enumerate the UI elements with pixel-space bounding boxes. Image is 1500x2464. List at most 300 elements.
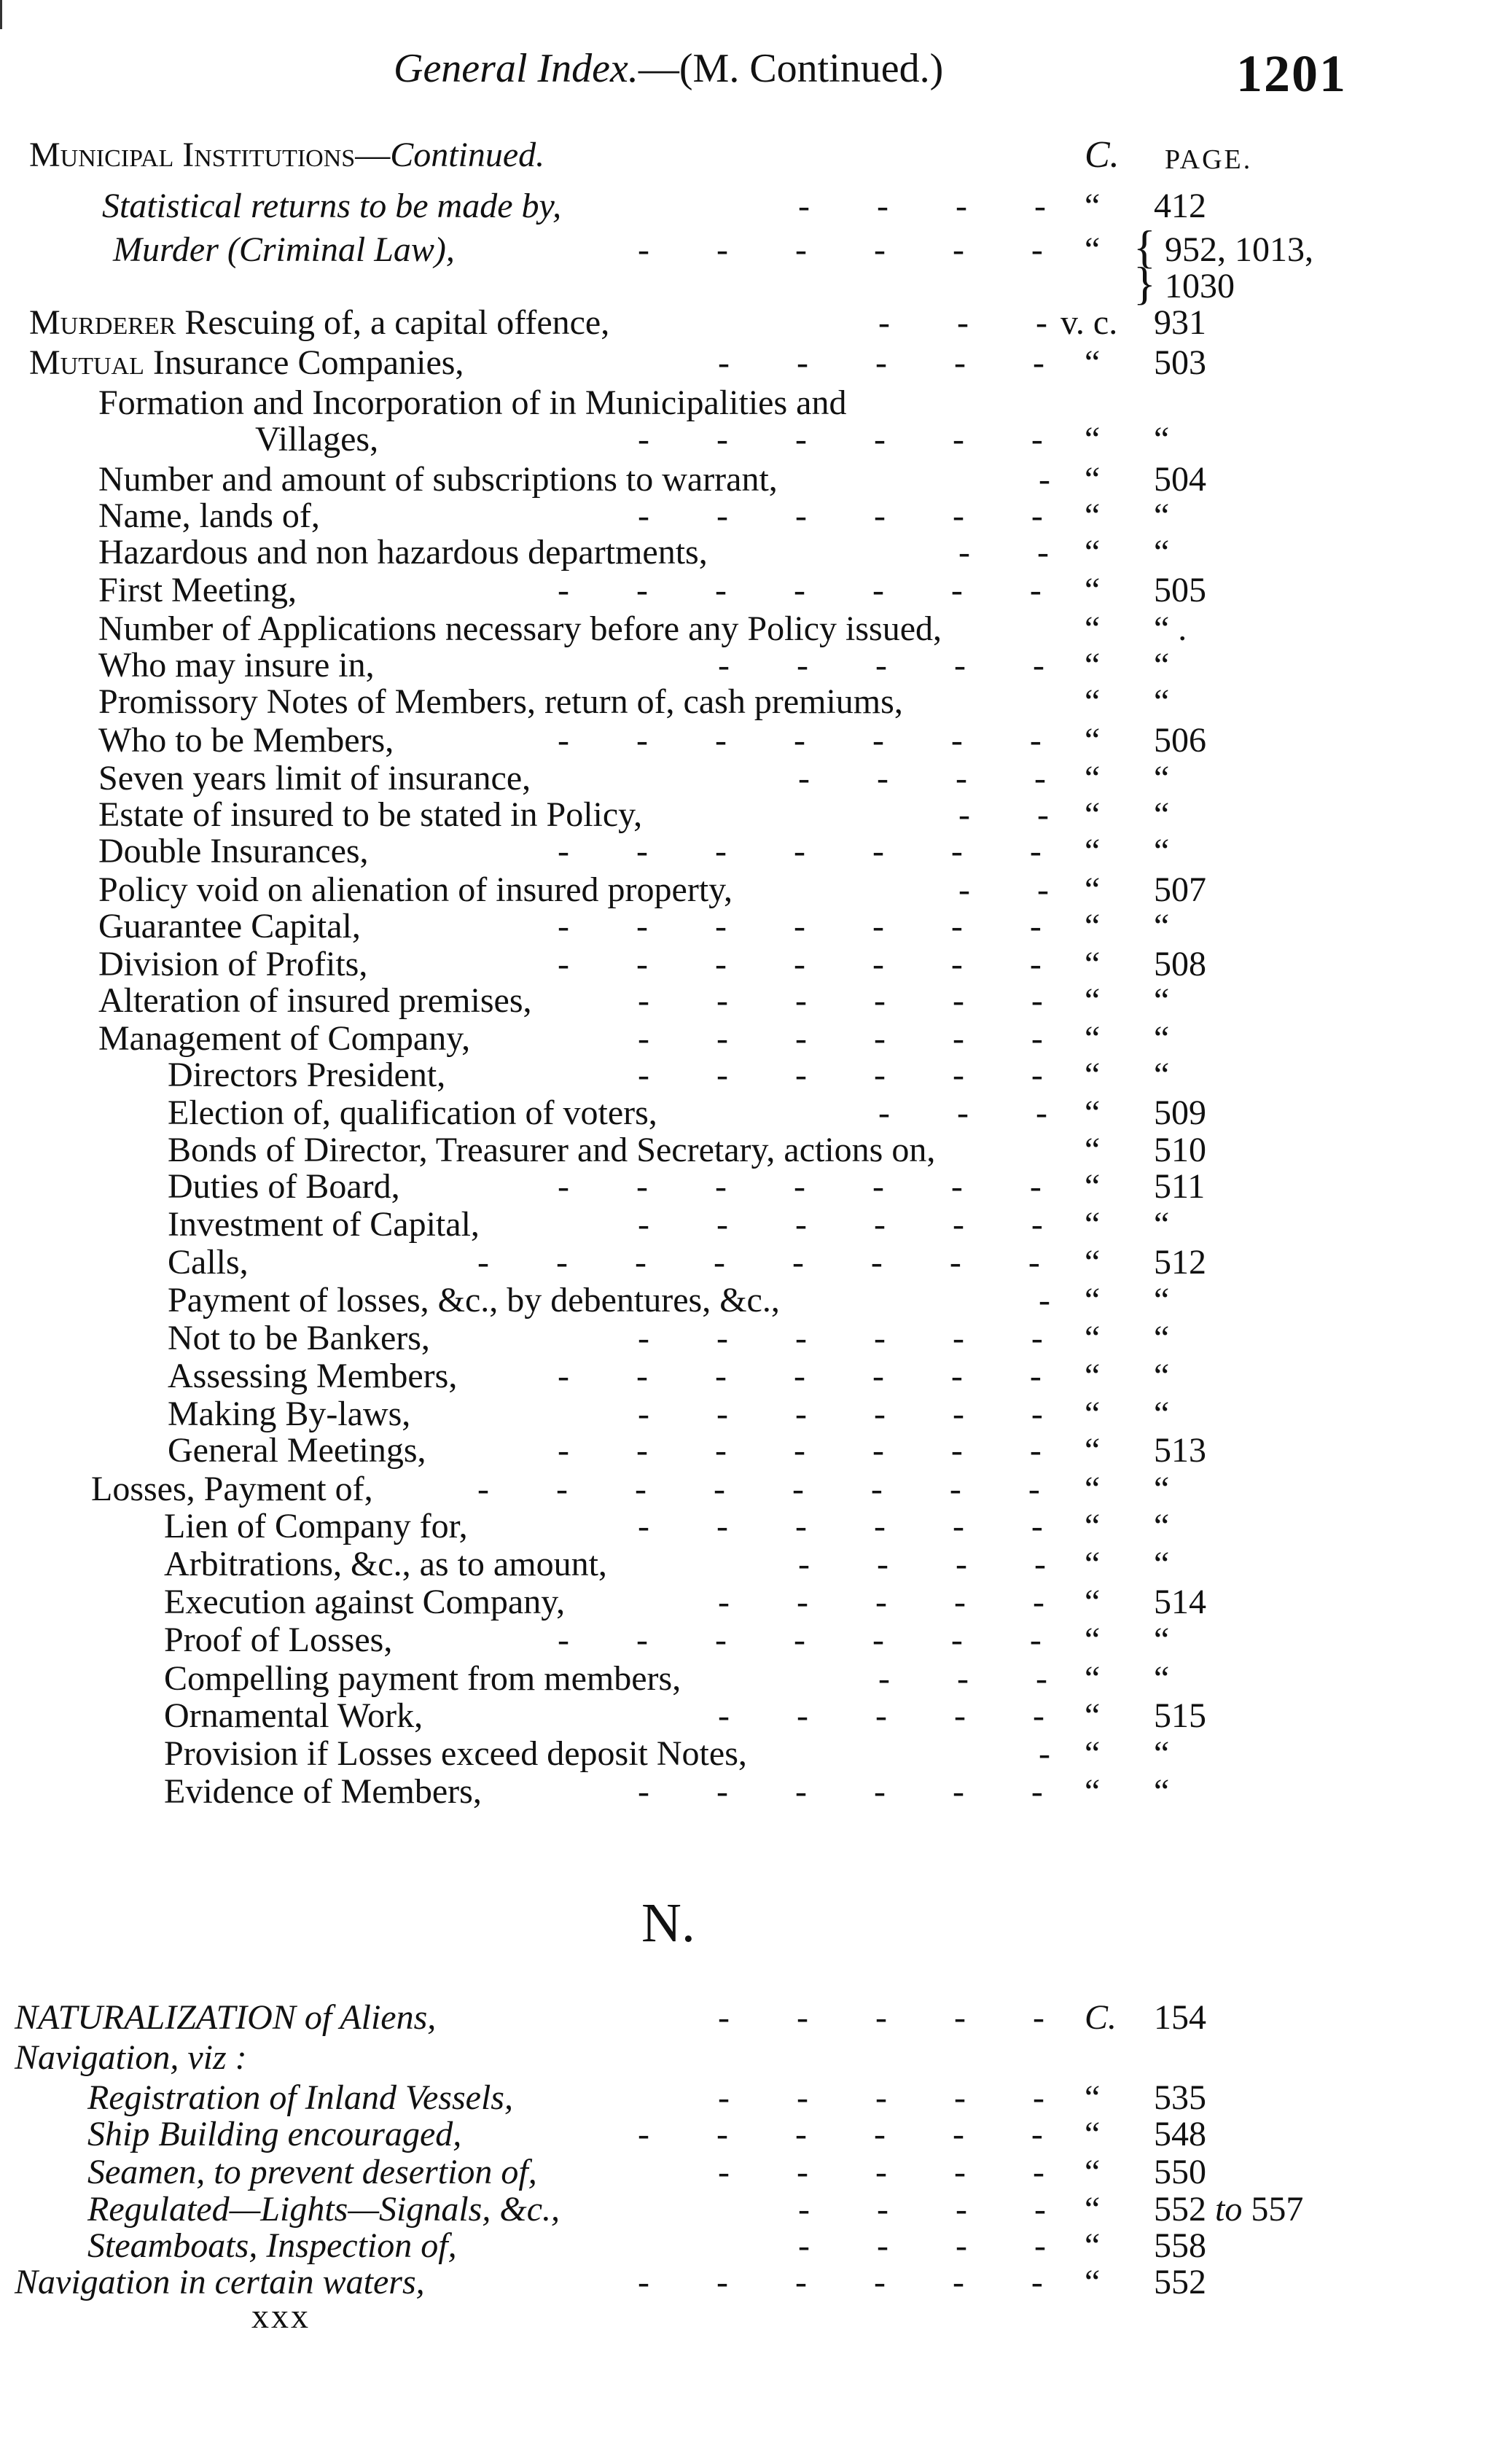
entry-heading: Arbitrations, &c., as to amount,	[164, 1545, 607, 1583]
page-ref	[1154, 1696, 1206, 1736]
page-ref-value: “	[1154, 420, 1170, 459]
page-ref	[1154, 1166, 1205, 1207]
chapter-ref: “	[1085, 907, 1101, 946]
page-ref-value: 1030	[1165, 267, 1235, 305]
dot-leader: - - - - - - - -	[477, 1243, 1040, 1282]
page-ref-value: 509	[1154, 1093, 1206, 1132]
page-ref	[1154, 1318, 1169, 1359]
entry-heading: Navigation in certain waters,	[15, 2263, 425, 2301]
entry-heading: General Meetings,	[168, 1431, 426, 1470]
dot-leader: - - - -	[798, 2190, 1046, 2229]
entry-subtext: Continued.	[390, 136, 545, 174]
page-ref-value: 513	[1154, 1431, 1206, 1470]
index-entry	[0, 2114, 1500, 2155]
index-entry	[0, 944, 1500, 985]
entry-text	[164, 1734, 747, 1774]
index-entry	[0, 1166, 1500, 1207]
page-ref-value: “	[1154, 1507, 1170, 1545]
chapter-ref: “	[1085, 2115, 1101, 2153]
chapter-ref: “	[1085, 945, 1101, 983]
entry-text	[15, 1997, 436, 2038]
entry-text	[98, 831, 369, 872]
page-ref-value: 503	[1154, 343, 1206, 382]
chapter-ref: “	[1085, 682, 1101, 721]
page-ref	[1154, 1242, 1206, 1283]
entry-text	[98, 720, 394, 761]
page-ref-value: “	[1154, 981, 1170, 1020]
chapter-ref: “	[1085, 420, 1101, 459]
page-ref-value: “	[1154, 533, 1170, 572]
page-ref	[1154, 1055, 1169, 1096]
page-ref-value: “	[1154, 795, 1170, 834]
running-title-italic: General Index.	[394, 46, 638, 91]
chapter-ref: “	[1085, 1431, 1101, 1470]
page-ref-value: “	[1154, 907, 1170, 946]
page-ref-value: 505	[1154, 571, 1206, 609]
page-ref-value: 510	[1154, 1131, 1206, 1169]
entry-text	[255, 419, 378, 460]
index-entry	[0, 758, 1500, 799]
page-ref-value: “	[1154, 646, 1170, 685]
chapter-ref: “	[1085, 721, 1101, 760]
page-ref-value: 507	[1154, 870, 1206, 909]
entry-text	[29, 135, 544, 176]
index-entry	[0, 1280, 1500, 1321]
entry-text	[98, 609, 942, 650]
index-entry	[0, 1130, 1500, 1171]
page-ref	[1154, 1093, 1206, 1134]
entry-text	[98, 496, 320, 537]
entry-text	[168, 1280, 780, 1321]
index-entry	[0, 1204, 1500, 1245]
index-entry	[0, 2078, 1500, 2118]
entry-text	[98, 944, 367, 985]
dot-leader: -	[1039, 1281, 1050, 1319]
chapter-ref: “	[1085, 1167, 1101, 1206]
entry-heading: Losses, Payment of,	[91, 1470, 373, 1508]
chapter-ref: “	[1085, 1659, 1101, 1698]
entry-heading: Payment of losses, &c., by debentures, &c.,	[168, 1281, 780, 1319]
entry-text	[98, 570, 297, 611]
entry-heading: Navigation, viz :	[15, 2038, 247, 2077]
entry-heading: Name, lands of,	[98, 496, 320, 535]
chapter-ref: “	[1085, 1205, 1101, 1244]
entry-text	[98, 682, 903, 722]
index-entry	[0, 419, 1500, 460]
index-entry	[0, 1771, 1500, 1812]
entry-heading: Investment of Capital,	[168, 1205, 480, 1244]
chapter-ref: “	[1085, 1772, 1101, 1811]
page-ref	[1154, 906, 1169, 947]
page-ref	[1165, 266, 1235, 307]
index-entry	[0, 570, 1500, 611]
page-ref	[1154, 1356, 1169, 1397]
entry-text	[91, 1469, 373, 1510]
entry-heading: Mutual	[29, 343, 144, 382]
page-ref-value: “	[1154, 1281, 1170, 1319]
dot-leader: -	[1039, 460, 1050, 499]
page-ref-value: “	[1154, 1056, 1170, 1094]
entry-text	[87, 2078, 513, 2118]
page-ref	[1154, 1130, 1206, 1171]
dot-leader: - - - - -	[718, 646, 1044, 685]
index-entry	[0, 906, 1500, 947]
page-ref	[1154, 758, 1169, 799]
entry-heading: Bonds of Director, Treasurer and Secretary, actions on,	[168, 1131, 936, 1169]
chapter-ref: “	[1085, 1131, 1101, 1169]
dot-leader: - - - - - - -	[558, 1431, 1042, 1470]
entry-heading: Statistical returns to be made by,	[102, 187, 562, 225]
entry-text	[168, 1093, 657, 1134]
index-entry	[0, 459, 1500, 500]
running-title-rest: —(M. Continued.)	[638, 46, 944, 91]
page-ref-value: “	[1154, 1357, 1170, 1395]
index-entry	[0, 720, 1500, 761]
entry-heading: Promissory Notes of Members, return of, cash premiums,	[98, 682, 903, 721]
page-ref-value: 548	[1154, 2115, 1206, 2153]
page-ref-value: 506	[1154, 721, 1206, 760]
chapter-ref: “	[1085, 1545, 1101, 1583]
entry-text	[87, 2114, 461, 2155]
chapter-ref: “	[1085, 759, 1101, 798]
entry-heading: Making By-laws,	[168, 1395, 411, 1433]
dot-leader: - - -	[878, 1093, 1047, 1132]
page-ref-value: “	[1154, 1659, 1170, 1698]
index-entry	[0, 795, 1500, 835]
entry-text	[168, 1055, 445, 1096]
page-ref	[1154, 1658, 1169, 1699]
entry-text	[164, 1658, 681, 1699]
running-title	[394, 45, 943, 92]
index-entry	[0, 870, 1500, 911]
chapter-ref: “	[1085, 2153, 1101, 2191]
page-ref-value: “	[1154, 1319, 1170, 1357]
entry-text	[29, 343, 464, 383]
chapter-ref: “	[1085, 1507, 1101, 1545]
scan-edge-mark	[0, 0, 2, 29]
index-entry	[0, 1620, 1500, 1661]
page-ref-value: “	[1154, 1019, 1170, 1058]
page-ref-value: “	[1154, 1395, 1170, 1433]
entry-heading: Murder (Criminal Law),	[113, 230, 455, 269]
page-ref	[1154, 2152, 1206, 2193]
entry-heading: Provision if Losses exceed deposit Notes,	[164, 1734, 747, 1773]
chapter-ref: “	[1085, 1319, 1101, 1357]
page-ref	[1154, 1469, 1169, 1510]
dot-leader: - - - - -	[718, 1583, 1044, 1621]
page-ref	[1154, 2114, 1206, 2155]
entry-heading: Murderer	[29, 303, 176, 342]
entry-heading: Calls,	[168, 1243, 249, 1282]
index-entry	[0, 257, 1500, 309]
entry-text	[98, 906, 361, 947]
page-ref	[1154, 459, 1206, 500]
page-ref	[1154, 2078, 1206, 2118]
chapter-ref: “	[1085, 343, 1101, 382]
page-ref	[1154, 795, 1169, 835]
page-ref	[1154, 186, 1206, 227]
entry-heading: Management of Company,	[98, 1019, 471, 1058]
entry-heading: Division of Profits,	[98, 945, 368, 983]
index-entry	[0, 980, 1500, 1021]
index-entry	[0, 1430, 1500, 1471]
page-ref	[1165, 230, 1313, 270]
page-ref	[1154, 980, 1169, 1021]
page-ref-value: 550	[1154, 2153, 1206, 2191]
index-entry	[0, 1582, 1500, 1623]
chapter-ref: C.	[1085, 1998, 1117, 2037]
page-ref-range-end: 557	[1251, 2190, 1304, 2229]
page-ref	[1154, 1394, 1169, 1435]
dot-leader: - - - - - - - -	[477, 1470, 1040, 1508]
entry-text	[164, 1696, 423, 1736]
index-entry	[0, 1093, 1500, 1134]
entry-heading: Seven years limit of insurance,	[98, 759, 531, 798]
page-ref-value: 552	[1154, 2190, 1206, 2229]
chapter-ref: “	[1085, 2226, 1101, 2265]
chapter-ref: “	[1085, 1696, 1101, 1735]
index-entry	[0, 1734, 1500, 1774]
chapter-ref: “	[1085, 571, 1101, 609]
dot-leader: - - - - - - -	[558, 1621, 1042, 1659]
entry-text	[168, 1318, 430, 1359]
entry-heading: Policy void on alienation of insured property,	[98, 870, 733, 909]
dot-leader: - - - - - -	[638, 1395, 1043, 1433]
page-ref-value: 511	[1154, 1167, 1206, 1206]
index-entry	[0, 135, 1500, 176]
page-ref	[1154, 870, 1206, 911]
index-entry	[0, 532, 1500, 573]
page-ref	[1154, 1620, 1169, 1661]
entry-text	[164, 1582, 565, 1623]
dot-leader: - - - - - -	[638, 2115, 1043, 2153]
page-ref-value: “	[1154, 1772, 1170, 1811]
entry-text	[87, 2189, 560, 2230]
entry-text	[164, 1620, 392, 1661]
dot-leader: - - - - - -	[638, 420, 1043, 459]
entry-heading: Who to be Members,	[98, 721, 394, 760]
entry-text	[164, 1771, 482, 1812]
chapter-ref: “	[1085, 187, 1101, 225]
entry-text	[15, 2038, 247, 2078]
page-ref	[1154, 1430, 1206, 1471]
dot-leader: - - - - - -	[638, 1019, 1043, 1058]
page-ref-value: “	[1154, 496, 1170, 535]
index-entry	[0, 303, 1500, 343]
brace: }	[1133, 257, 1156, 309]
dot-leader: - - - - - -	[638, 2263, 1043, 2301]
index-entry	[0, 645, 1500, 686]
page-ref-value: 412	[1154, 187, 1206, 225]
entry-subtext: of Aliens,	[295, 1998, 437, 2037]
dot-leader: - - - -	[798, 187, 1046, 225]
dot-leader: - -	[958, 795, 1049, 834]
dot-leader: - - - - - -	[638, 1507, 1043, 1545]
page-ref-value: 535	[1154, 2078, 1206, 2117]
column-heading-page: PAGE.	[1165, 144, 1253, 175]
entry-subtext: Insurance Companies,	[144, 343, 464, 382]
entry-heading: Municipal Institutions—	[29, 136, 391, 174]
dot-leader: - - - - -	[718, 2078, 1044, 2117]
entry-heading: Registration of Inland Vessels,	[87, 2078, 513, 2117]
entry-heading: Execution against Company,	[164, 1583, 566, 1621]
dot-leader: - - - -	[798, 759, 1046, 798]
page-ref	[1154, 532, 1169, 573]
entry-text	[168, 1394, 410, 1435]
dot-leader: - - - - - -	[638, 981, 1043, 1020]
index-entry	[0, 186, 1500, 227]
page-ref-value: “	[1154, 1621, 1170, 1659]
chapter-ref: “	[1085, 795, 1101, 834]
page-ref	[1154, 2226, 1206, 2266]
page-ref-value: “	[1154, 1470, 1170, 1508]
section-letter-n: N.	[641, 1892, 695, 1954]
entry-text	[164, 1506, 468, 1547]
index-entry	[0, 682, 1500, 722]
chapter-ref: “	[1085, 1056, 1101, 1094]
index-entry	[0, 1394, 1500, 1435]
dot-leader: - - - - -	[718, 1696, 1044, 1735]
dot-leader: - - - - - -	[638, 1205, 1043, 1244]
dot-leader: - -	[958, 870, 1049, 909]
page-ref	[1154, 303, 1206, 343]
page-ref-value: 931	[1154, 303, 1206, 342]
index-entry	[0, 1658, 1500, 1699]
entry-text	[102, 186, 561, 227]
index-entry	[0, 1469, 1500, 1510]
page-ref	[1154, 1734, 1169, 1774]
chapter-ref: “	[1085, 460, 1101, 499]
index-entry	[0, 2226, 1500, 2266]
column-heading-cap: C.	[1085, 134, 1120, 176]
entry-text	[98, 1018, 470, 1059]
dot-leader: - - - - - - -	[558, 907, 1042, 946]
chapter-ref: “	[1085, 1093, 1101, 1132]
entry-text	[98, 870, 733, 911]
page-ref	[1154, 570, 1206, 611]
page-ref-value: “	[1154, 1545, 1170, 1583]
entry-text	[29, 303, 609, 343]
page-ref	[1154, 343, 1206, 383]
entry-heading: Hazardous and non hazardous departments,	[98, 533, 708, 572]
entry-heading: Lien of Company for,	[164, 1507, 468, 1545]
page-ref	[1154, 944, 1206, 985]
entry-heading: Proof of Losses,	[164, 1621, 393, 1659]
entry-text	[87, 2152, 537, 2193]
dot-leader: - - - - - - -	[558, 832, 1042, 870]
page-ref	[1154, 1771, 1169, 1812]
index-entry	[0, 496, 1500, 537]
page-ref-value: “	[1154, 1734, 1170, 1773]
page-ref-value: “	[1154, 682, 1170, 721]
entry-text	[98, 980, 532, 1021]
dot-leader: - - - - - -	[638, 1772, 1043, 1811]
page-ref-value: “	[1154, 832, 1170, 870]
entry-text	[168, 1204, 480, 1245]
page-ref	[1154, 609, 1187, 650]
page-ref-value: 558	[1154, 2226, 1206, 2265]
page-ref	[1154, 2189, 1303, 2230]
page-ref	[1154, 496, 1169, 537]
chapter-ref: “	[1085, 1019, 1101, 1058]
index-entry	[0, 221, 1500, 273]
entry-heading: Duties of Board,	[168, 1167, 400, 1206]
chapter-ref: “	[1085, 1583, 1101, 1621]
page-ref-value: 508	[1154, 945, 1206, 983]
entry-heading: Formation and Incorporation of in Municipalities and	[98, 383, 847, 422]
page-ref-value: 515	[1154, 1696, 1206, 1735]
entry-text	[98, 645, 375, 686]
page-ref-value: “	[1154, 1205, 1170, 1244]
index-entry	[0, 1055, 1500, 1096]
entry-heading: Directors President,	[168, 1056, 446, 1094]
entry-heading: Not to be Bankers,	[168, 1319, 430, 1357]
chapter-ref: “	[1085, 2078, 1101, 2117]
dot-leader: - - - - - - -	[558, 1357, 1042, 1395]
page-ref	[1154, 831, 1169, 872]
index-entry	[0, 1356, 1500, 1397]
entry-heading: Steamboats, Inspection of,	[87, 2226, 457, 2265]
page-ref-value: 512	[1154, 1243, 1206, 1282]
index-entry	[0, 383, 1500, 424]
index-entry	[0, 1696, 1500, 1736]
chapter-ref: “	[1085, 832, 1101, 870]
entry-heading: Ornamental Work,	[164, 1696, 423, 1735]
page-number: 1201	[1236, 44, 1347, 103]
index-entry	[0, 2189, 1500, 2230]
dot-leader: - - - - - -	[638, 1056, 1043, 1094]
brace: {	[1133, 221, 1156, 273]
entry-heading: Evidence of Members,	[164, 1772, 482, 1811]
dot-leader: - - -	[878, 303, 1047, 342]
index-entry	[0, 343, 1500, 383]
chapter-ref: “	[1085, 1243, 1101, 1282]
index-entry	[0, 831, 1500, 872]
page-header	[0, 36, 1500, 109]
chapter-ref: “	[1085, 646, 1101, 685]
index-entry	[0, 1018, 1500, 1059]
entry-text	[164, 1544, 607, 1585]
page-ref-value: 154	[1154, 1998, 1206, 2037]
dot-leader: - -	[958, 533, 1049, 572]
page-ref	[1154, 1018, 1169, 1059]
index-entry	[0, 2152, 1500, 2193]
page-ref	[1154, 1544, 1169, 1585]
entry-heading: Guarantee Capital,	[98, 907, 361, 946]
chapter-ref: “	[1085, 533, 1101, 572]
page-ref	[1154, 1997, 1206, 2038]
dot-leader: - - - - - -	[638, 230, 1043, 269]
dot-leader: - - - - - - -	[558, 571, 1042, 609]
entry-heading: Estate of insured to be stated in Policy,	[98, 795, 643, 834]
page-ref-value: 504	[1154, 460, 1206, 499]
chapter-ref: “	[1085, 1621, 1101, 1659]
index-entry	[0, 2262, 1500, 2303]
dot-leader: - - - - -	[718, 2153, 1044, 2191]
dot-leader: - - - - - - -	[558, 945, 1042, 983]
entry-heading: Compelling payment from members,	[164, 1659, 681, 1698]
index-entry	[0, 2038, 1500, 2078]
entry-heading: Ship Building encouraged,	[87, 2115, 462, 2153]
entry-heading: Who may insure in,	[98, 646, 375, 685]
page-ref-range-word: to	[1206, 2190, 1251, 2229]
dot-leader: - - - - - -	[638, 1319, 1043, 1357]
page-ref	[1154, 419, 1169, 460]
entry-text	[98, 459, 778, 500]
dot-leader: - - - -	[798, 1545, 1046, 1583]
entry-text	[168, 1130, 935, 1171]
page-ref-value: “ .	[1154, 609, 1187, 648]
